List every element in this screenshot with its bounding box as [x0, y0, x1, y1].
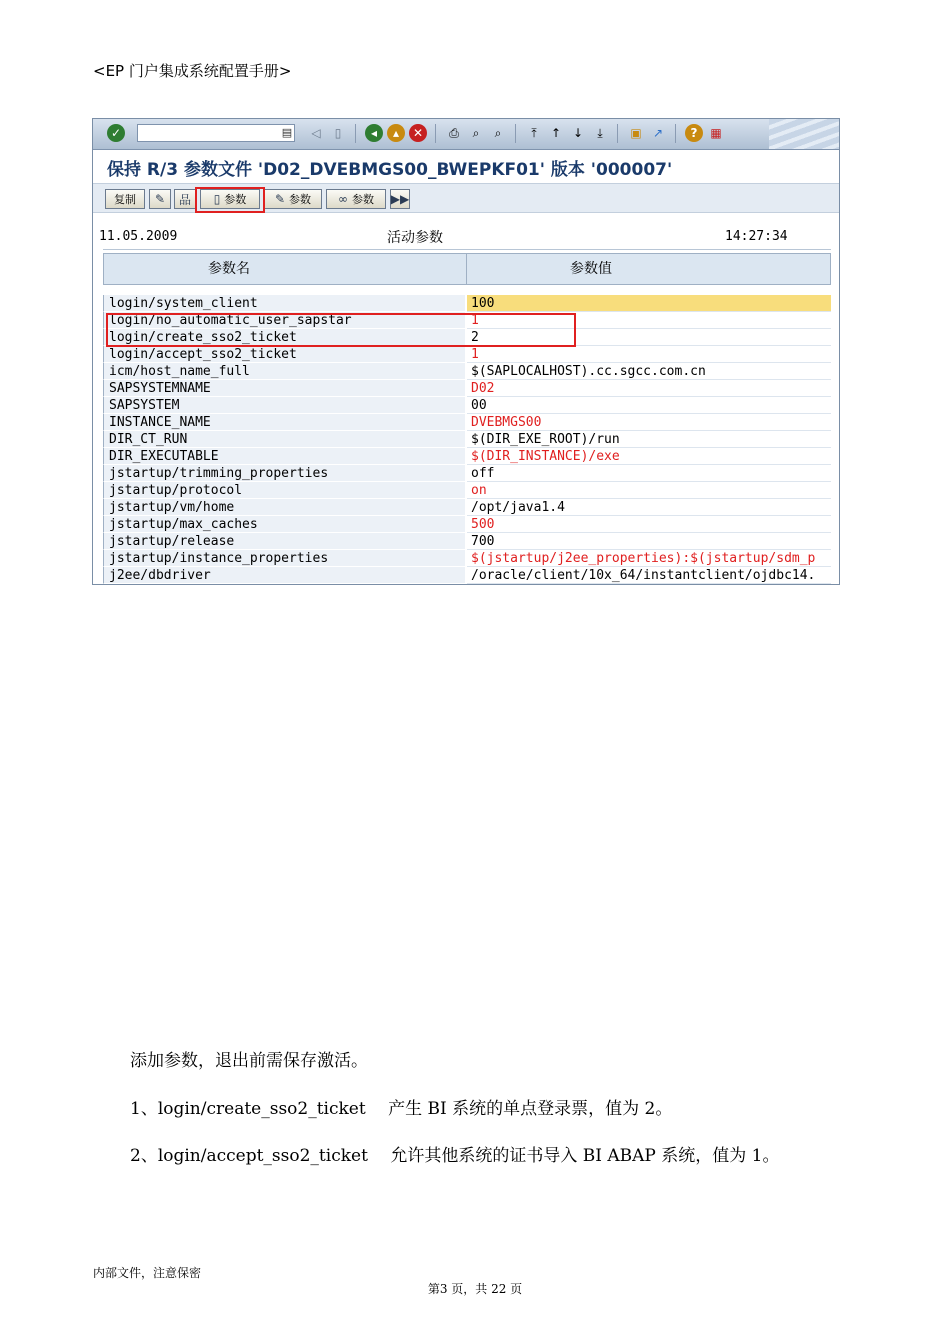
parameter-value[interactable]: $(jstartup/j2ee_properties):$(jstartup/sdm_p: [467, 550, 831, 567]
parameter-name[interactable]: jstartup/vm/home: [103, 499, 465, 516]
find-next-icon[interactable]: ⌕: [494, 125, 502, 140]
confidential-note: 内部文件，注意保密: [93, 1266, 202, 1280]
help-icon[interactable]: ?: [685, 124, 703, 142]
table-row[interactable]: [103, 312, 831, 329]
parameter-value[interactable]: 500: [467, 516, 831, 533]
parameter-name[interactable]: jstartup/trimming_properties: [103, 465, 465, 482]
sap-screenshot: [92, 118, 840, 585]
display-parameter-button[interactable]: [326, 189, 386, 209]
table-row[interactable]: [103, 346, 831, 363]
structure-button[interactable]: [174, 189, 196, 209]
parameter-name[interactable]: jstartup/max_caches: [103, 516, 465, 533]
hierarchy-icon: 品: [179, 192, 192, 207]
first-page-icon[interactable]: ⤒: [531, 125, 537, 140]
body-line-1: 添加参数，退出前需保存激活。: [130, 1051, 368, 1071]
date-value: 11.05.2009: [99, 229, 178, 244]
table-row[interactable]: [103, 414, 831, 431]
next-page-icon[interactable]: ↓: [572, 126, 584, 140]
previous-icon[interactable]: ◁: [311, 126, 321, 140]
body-line-2: 1、login/create_sso2_ticket 产生 BI 系统的单点登录票，值为 2。: [130, 1099, 673, 1119]
parameter-value[interactable]: /oracle/client/10x_64/instantclient/ojdbc14.: [467, 567, 831, 584]
table-row[interactable]: [103, 380, 831, 397]
parameter-value[interactable]: 700: [467, 533, 831, 550]
parameter-name[interactable]: icm/host_name_full: [103, 363, 465, 380]
create-parameter-button[interactable]: [200, 189, 260, 209]
column-header-value[interactable]: 参数值: [570, 261, 612, 277]
table-row[interactable]: [103, 329, 831, 346]
copy-button[interactable]: [105, 189, 145, 209]
back-icon[interactable]: ◂: [365, 124, 383, 142]
parameter-name[interactable]: j2ee/dbdriver: [103, 567, 465, 584]
page-number: 第3 页，共 22 页: [427, 1282, 523, 1296]
parameter-name[interactable]: jstartup/release: [103, 533, 465, 550]
parameter-name[interactable]: INSTANCE_NAME: [103, 414, 465, 431]
parameter-value[interactable]: on: [467, 482, 831, 499]
parameter-name[interactable]: login/accept_sso2_ticket: [103, 346, 465, 363]
change-parameter-label: 参数: [289, 193, 312, 206]
new-session-icon[interactable]: ▣: [630, 126, 642, 140]
command-field[interactable]: [137, 124, 295, 142]
parameter-name[interactable]: DIR_EXECUTABLE: [103, 448, 465, 465]
table-row[interactable]: [103, 397, 831, 414]
parameter-name[interactable]: SAPSYSTEMNAME: [103, 380, 465, 397]
parameter-value[interactable]: D02: [467, 380, 831, 397]
double-arrow-right-icon: ▶▶: [390, 192, 410, 206]
table-row[interactable]: [103, 295, 831, 312]
table-row[interactable]: [103, 363, 831, 380]
save-icon[interactable]: ▯: [334, 126, 342, 140]
parameter-table: [103, 295, 831, 584]
time-value: 14:27:34: [725, 229, 788, 244]
table-row[interactable]: [103, 550, 831, 567]
create-parameter-label: 参数: [224, 193, 247, 206]
application-toolbar: [93, 183, 839, 213]
parameter-value[interactable]: 00: [467, 397, 831, 414]
table-row[interactable]: [103, 516, 831, 533]
check-icon: ✎: [154, 192, 166, 206]
parameter-name[interactable]: login/create_sso2_ticket: [103, 329, 465, 346]
glasses-icon: ∞: [338, 192, 348, 206]
find-icon[interactable]: ⌕: [472, 125, 480, 140]
parameter-name[interactable]: login/system_client: [103, 295, 465, 312]
check-button[interactable]: [149, 189, 171, 209]
body-line-3: 2、login/accept_sso2_ticket 允许其他系统的证书导入 BI ABAP 系统，值为 1。: [130, 1146, 780, 1166]
toolbar-decoration: [769, 119, 839, 149]
shortcut-icon[interactable]: ↗: [652, 126, 664, 140]
more-button[interactable]: [390, 189, 410, 209]
parameter-value[interactable]: 100: [467, 295, 831, 312]
parameter-name[interactable]: jstartup/instance_properties: [103, 550, 465, 567]
enter-icon[interactable]: ✓: [107, 124, 125, 142]
parameter-value[interactable]: $(DIR_EXE_ROOT)/run: [467, 431, 831, 448]
parameter-value[interactable]: off: [467, 465, 831, 482]
parameter-value[interactable]: $(SAPLOCALHOST).cc.sgcc.com.cn: [467, 363, 831, 380]
table-row[interactable]: [103, 567, 831, 584]
display-parameter-label: 参数: [352, 193, 374, 206]
table-row[interactable]: [103, 533, 831, 550]
print-icon[interactable]: ⎙: [449, 125, 459, 140]
parameter-value[interactable]: /opt/java1.4: [467, 499, 831, 516]
exit-icon[interactable]: ▴: [387, 124, 405, 142]
table-row[interactable]: [103, 448, 831, 465]
parameter-value[interactable]: 2: [467, 329, 831, 346]
table-row[interactable]: [103, 482, 831, 499]
table-row[interactable]: [103, 465, 831, 482]
column-header-name[interactable]: 参数名: [208, 261, 250, 277]
parameter-value[interactable]: 1: [467, 312, 831, 329]
table-row[interactable]: [103, 431, 831, 448]
table-row[interactable]: [103, 499, 831, 516]
new-document-icon: ▯: [213, 192, 221, 206]
parameter-name[interactable]: DIR_CT_RUN: [103, 431, 465, 448]
copy-label: 复制: [114, 193, 136, 206]
pencil-icon: ✎: [274, 192, 286, 206]
document-header: <EP 门户集成系统配置手册>: [93, 62, 292, 80]
prev-page-icon[interactable]: ↑: [550, 126, 562, 140]
change-parameter-button[interactable]: [264, 189, 322, 209]
screen-title: 保持 R/3 参数文件 'D02_DVEBMGS00_BWEPKF01' 版本 '000007': [107, 160, 673, 180]
active-parameters-title: 活动参数: [387, 230, 443, 246]
cancel-icon[interactable]: ✕: [409, 124, 427, 142]
standard-toolbar: [93, 119, 839, 150]
parameter-value[interactable]: DVEBMGS00: [467, 414, 831, 431]
layout-icon[interactable]: ▦: [710, 126, 722, 140]
parameter-value[interactable]: 1: [467, 346, 831, 363]
command-history-icon[interactable]: ▤: [281, 126, 293, 139]
parameter-name[interactable]: SAPSYSTEM: [103, 397, 465, 414]
last-page-icon[interactable]: ⤓: [597, 125, 603, 140]
parameter-name[interactable]: login/no_automatic_user_sapstar: [103, 312, 465, 329]
parameter-value[interactable]: $(DIR_INSTANCE)/exe: [467, 448, 831, 465]
table-header: [103, 253, 831, 285]
parameter-name[interactable]: jstartup/protocol: [103, 482, 465, 499]
